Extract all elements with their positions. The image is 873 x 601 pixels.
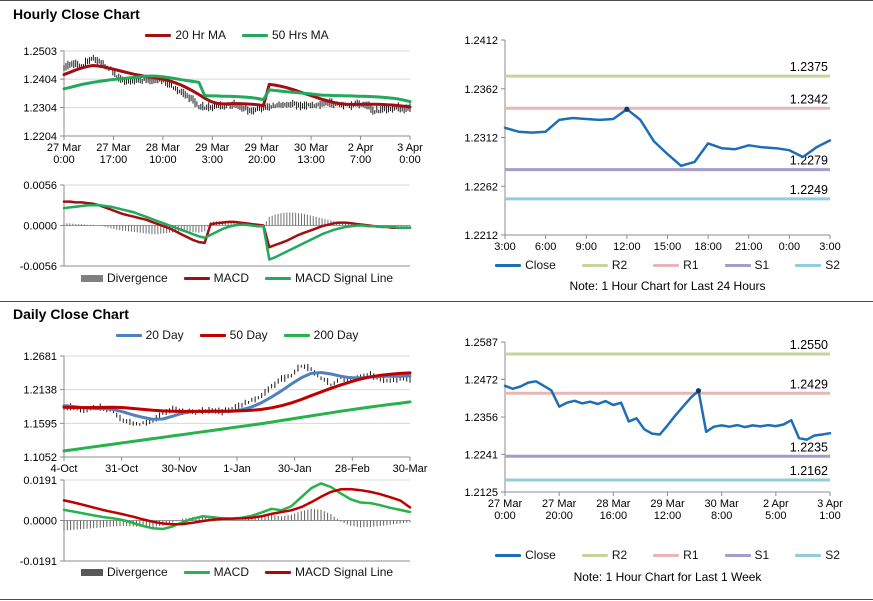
- x-axis-label: 21:00: [734, 241, 763, 253]
- legend-swatch: [495, 554, 521, 557]
- legend-label: Close: [525, 258, 556, 272]
- x-axis-label: 0:00: [778, 241, 801, 253]
- legend-swatch: [200, 334, 226, 337]
- legend-label: R2: [611, 548, 628, 562]
- y-axis-label: 0.0056: [23, 180, 57, 192]
- legend-item-macd-signal-line: [265, 271, 393, 285]
- hourly-close-chart: [23, 46, 423, 166]
- legend-item-20-day: [116, 328, 184, 342]
- y-axis-label: 0.0000: [23, 515, 57, 528]
- legend-swatch: [795, 554, 821, 557]
- series-close: [505, 109, 830, 166]
- y-axis-label: 1.2212: [464, 230, 498, 242]
- legend-item-close: [495, 548, 556, 562]
- legend-label: 200 Day: [313, 328, 359, 342]
- legend-item-s2: [795, 548, 840, 562]
- hourly-macd-legend: [64, 271, 410, 285]
- level-label-s1: 1.2279: [789, 153, 828, 168]
- legend-label: MACD Signal Line: [295, 271, 394, 285]
- x-axis-label: 15:00: [653, 241, 682, 253]
- x-axis-label: 27 Mar: [46, 142, 82, 154]
- level-label-r1: 1.2429: [789, 377, 828, 392]
- legend-item-divergence: [81, 271, 168, 285]
- legend-swatch: [653, 264, 679, 267]
- legend-label: S2: [825, 548, 840, 562]
- y-axis-label: 1.2362: [464, 83, 498, 96]
- legend-label: 50 Day: [229, 328, 268, 342]
- legend-item-50-hrs-ma: [242, 28, 329, 42]
- weekly-sr-legend: [495, 548, 840, 562]
- y-axis-label: 1.2587: [464, 337, 498, 349]
- x-axis-label: 30-Mar: [392, 463, 428, 475]
- legend-swatch: [725, 264, 751, 267]
- x-axis-label: 28 Mar: [596, 498, 631, 510]
- daily-close-chart: [23, 351, 427, 475]
- legend-swatch: [284, 334, 310, 337]
- y-axis-label: 1.2472: [464, 374, 498, 387]
- x-axis-label: 2 Apr: [347, 142, 374, 154]
- x-axis-label: 3:00: [819, 241, 841, 253]
- y-axis-label: 1.1052: [23, 452, 57, 464]
- series-macd-signal-line: [64, 205, 410, 259]
- legend-label: R1: [683, 258, 699, 272]
- series-20-hr-ma: [64, 66, 410, 108]
- x-axis-label: 4-Oct: [50, 463, 78, 475]
- legend-swatch: [145, 34, 171, 37]
- y-axis-label: 1.1595: [23, 418, 57, 431]
- hourly-macd-chart: [20, 180, 410, 273]
- legend-label: MACD: [213, 565, 249, 579]
- legend-label: Close: [525, 548, 556, 562]
- x-axis-label: 28 Mar: [145, 142, 180, 154]
- legend-item-20-hr-ma: [145, 28, 226, 42]
- x-axis-label: 7:00: [349, 154, 372, 166]
- legend-item-s1: [725, 548, 770, 562]
- x-axis-label: 27 Mar: [487, 498, 523, 510]
- weekly-support-resistance-chart: [464, 337, 843, 522]
- x-axis-label: 30 Mar: [704, 498, 739, 510]
- x-axis-label: 3:00: [201, 154, 223, 166]
- series-50-hrs-ma: [64, 76, 410, 102]
- legend-item-s1: [725, 258, 770, 272]
- level-label-r1: 1.2342: [789, 92, 828, 107]
- x-axis-label: 3:00: [494, 241, 516, 253]
- y-axis-label: 1.2262: [464, 181, 498, 194]
- hourly-close-legend: [64, 28, 410, 42]
- legend-label: 50 Hrs MA: [272, 28, 329, 42]
- legend-swatch: [81, 275, 103, 282]
- legend-swatch: [495, 264, 521, 267]
- x-axis-label: 27 Mar: [96, 142, 131, 154]
- x-axis-label: 20:00: [545, 510, 573, 522]
- x-axis-label: 1-Jan: [223, 463, 251, 475]
- x-axis-label: 29 Mar: [195, 142, 230, 154]
- level-label-r2: 1.2550: [789, 338, 828, 353]
- marker-dot: [624, 107, 629, 112]
- legend-label: S1: [754, 258, 770, 272]
- y-axis-label: -0.0056: [19, 261, 57, 273]
- legend-label: 20 Day: [145, 328, 184, 342]
- marker-dot: [696, 388, 701, 393]
- daily-close-legend: [64, 328, 410, 342]
- y-axis-label: 1.2304: [23, 102, 57, 115]
- x-axis-label: 13:00: [297, 154, 325, 166]
- hourly-support-resistance-chart: [464, 35, 840, 253]
- legend-swatch: [725, 554, 751, 557]
- x-axis-label: 8:00: [710, 510, 733, 522]
- legend-label: R1: [683, 548, 699, 562]
- x-axis-label: 3 Apr: [817, 498, 843, 510]
- x-axis-label: 29 Mar: [650, 498, 685, 510]
- y-axis-label: 1.2503: [23, 46, 57, 58]
- legend-label: 20 Hr MA: [175, 28, 226, 42]
- series-close: [505, 381, 830, 439]
- x-axis-label: 12:00: [613, 241, 641, 253]
- hourly-sr-note: Note: 1 Hour Chart for Last 24 Hours: [569, 279, 766, 293]
- legend-swatch: [265, 277, 291, 280]
- legend-label: R2: [611, 258, 628, 272]
- legend-swatch: [653, 554, 679, 557]
- legend-item-r2: [582, 548, 627, 562]
- y-axis-label: 1.2312: [464, 132, 498, 145]
- x-axis-label: 9:00: [575, 241, 597, 253]
- y-axis-label: 1.2204: [23, 131, 57, 143]
- x-axis-label: 28-Feb: [334, 463, 370, 475]
- legend-swatch: [184, 571, 210, 574]
- daily-section-title: Daily Close Chart: [13, 306, 129, 322]
- legend-swatch: [582, 264, 608, 267]
- hourly-section-title: Hourly Close Chart: [13, 6, 140, 22]
- y-axis-label: 0.0191: [23, 475, 57, 487]
- x-axis-label: 0:00: [399, 154, 421, 166]
- legend-item-macd-signal-line: [265, 565, 393, 579]
- legend-swatch: [184, 277, 210, 280]
- legend-swatch: [582, 554, 608, 557]
- x-axis-label: 1:00: [819, 510, 841, 522]
- x-axis-label: 20:00: [247, 154, 276, 166]
- x-axis-label: 30-Nov: [161, 463, 198, 475]
- x-axis-label: 6:00: [534, 241, 557, 253]
- level-label-r2: 1.2375: [789, 60, 828, 75]
- legend-item-r1: [653, 258, 698, 272]
- legend-swatch: [81, 569, 103, 576]
- y-axis-label: 1.2404: [23, 74, 57, 87]
- legend-label: MACD Signal Line: [295, 565, 394, 579]
- legend-item-r1: [653, 548, 698, 562]
- legend-label: MACD: [213, 271, 249, 285]
- legend-swatch: [265, 571, 291, 574]
- y-axis-label: 1.2412: [464, 35, 498, 47]
- legend-item-macd: [184, 271, 249, 285]
- legend-item-200-day: [284, 328, 359, 342]
- x-axis-label: 0:00: [53, 154, 75, 166]
- y-axis-label: 1.2241: [464, 449, 498, 462]
- x-axis-label: 30 Mar: [294, 142, 329, 154]
- x-axis-label: 10:00: [149, 154, 177, 166]
- y-axis-label: 1.2125: [464, 487, 498, 499]
- daily-macd-legend: [64, 565, 410, 579]
- series-50-day: [64, 373, 410, 412]
- level-label-s2: 1.2162: [789, 463, 828, 478]
- daily-macd-chart: [20, 475, 410, 568]
- y-axis-label: 1.2138: [23, 384, 57, 397]
- x-axis-label: 12:00: [653, 510, 682, 522]
- legend-swatch: [116, 334, 142, 337]
- x-axis-label: 17:00: [99, 154, 128, 166]
- x-axis-label: 27 Mar: [542, 498, 577, 510]
- level-label-s1: 1.2235: [789, 440, 828, 455]
- legend-item-close: [495, 258, 556, 272]
- legend-item-50-day: [200, 328, 268, 342]
- x-axis-label: 29 Mar: [244, 142, 279, 154]
- y-axis-label: -0.0191: [19, 556, 57, 568]
- legend-swatch: [242, 34, 268, 37]
- legend-item-s2: [795, 258, 840, 272]
- x-axis-label: 2 Apr: [762, 498, 789, 510]
- legend-label: S1: [754, 548, 770, 562]
- x-axis-label: 3 Apr: [397, 142, 423, 154]
- level-label-s2: 1.2249: [789, 182, 828, 197]
- x-axis-label: 16:00: [599, 510, 628, 522]
- y-axis-label: 0.0000: [23, 220, 57, 233]
- legend-item-divergence: [81, 565, 168, 579]
- hourly-sr-legend: [495, 258, 840, 272]
- x-axis-label: 31-Oct: [105, 463, 139, 475]
- x-axis-label: 30-Jan: [277, 463, 312, 475]
- legend-label: Divergence: [106, 271, 168, 285]
- x-axis-label: 18:00: [694, 241, 722, 253]
- legend-label: Divergence: [106, 565, 168, 579]
- weekly-sr-note: Note: 1 Hour Chart for Last 1 Week: [573, 570, 762, 584]
- legend-item-macd: [184, 565, 249, 579]
- y-axis-label: 1.2356: [464, 412, 498, 424]
- legend-swatch: [795, 264, 821, 267]
- x-axis-label: 0:00: [494, 510, 516, 522]
- x-axis-label: 5:00: [765, 510, 787, 522]
- legend-label: S2: [825, 258, 840, 272]
- y-axis-label: 1.2681: [23, 351, 57, 363]
- legend-item-r2: [582, 258, 627, 272]
